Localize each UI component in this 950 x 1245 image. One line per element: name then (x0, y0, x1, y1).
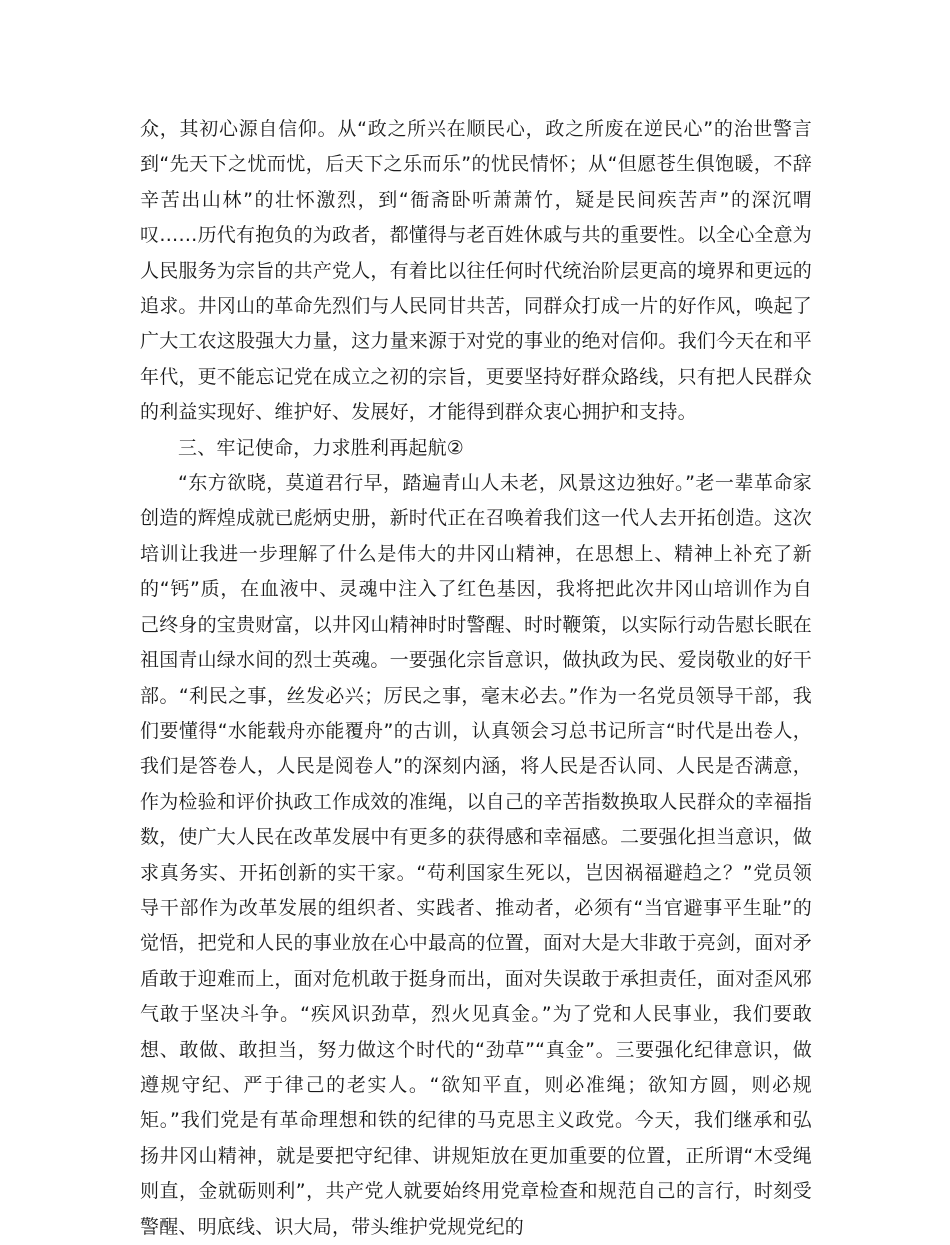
section-heading: 三、牢记使命，力求胜利再起航② (178, 436, 465, 459)
paragraph-body: “东方欲晓，莫道君行早，踏遍青山人未老，风景这边独好。”老一辈革命家创造的辉煌成就已彪炳史册，新时代正在召唤着我们这一代人去开拓创造。这次培训让我进一步理解了什么是伟大的井冈山精神，在思想上、精神上补充了新的“钙”质，在血液中、灵魂中注入了红色基因，我将把此次井冈山培训作为自己终身的宝贵财富，以井冈山精神时时警醒、时时鞭策，以实际行动告慰长眠在祖国青山绿水间的烈士英魂。一要强化宗旨意识，做执政为民、爱岗敬业的好干部。“利民之事，丝发必兴；厉民之事，毫末必去。”作为一名党员领导干部，我们要懂得“水能载舟亦能覆舟”的古训，认真领会习总书记所言“时代是出卷人，我们是答卷人，人民是阅卷人”的深刻内涵，将人民是否认同、人民是否满意，作为检验和评价执政工作成效的准绳，以自己的辛苦指数换取人民群众的幸福指数，使广大人民在改革发展中有更多的获得感和幸福感。二要强化担当意识，做求真务实、开拓创新的实干家。“苟利国家生死以，岂因祸福避趋之？”党员领导干部作为改革发展的组织者、实践者、推动者，必须有“当官避事平生耻”的觉悟，把党和人民的事业放在心中最高的位置，面对大是大非敢于亮剑，面对矛盾敢于迎难而上，面对危机敢于挺身而出，面对失误敢于承担责任，面对歪风邪气敢于坚决斗争。“疾风识劲草，烈火见真金。”为了党和人民事业，我们要敢想、敢做、敢担当，努力做这个时代的“劲草”“真金”。三要强化纪律意识，做遵规守纪、严于律己的老实人。“欲知平直，则必准绳；欲知方圆，则必规矩。”我们党是有革命理想和铁的纪律的马克思主义政党。今天，我们继承和弘扬井冈山精神，就是要把守纪律、讲规矩放在更加重要的位置，正所谓“木受绳则直，金就砺则利”，共产党人就要始终用党章检查和规范自己的言行，时刻受警醒、明底线、识大局，带头维护党规党纪的 (140, 472, 813, 1238)
paragraph-continuation: 众，其初心源自信仰。从“政之所兴在顺民心，政之所废在逆民心”的治世警言到“先天下之忧而忧，后天下之乐而乐”的忧民情怀；从“但愿苍生俱饱暖，不辞辛苦出山林”的壮怀激烈，到“衙斋卧听萧萧竹，疑是民间疾苦声”的深沉喟叹……历代有抱负的为政者，都懂得与老百姓休戚与共的重要性。以全心全意为人民服务为宗旨的共产党人，有着比以往任何时代统治阶层更高的境界和更远的追求。井冈山的革命先烈们与人民同甘共苦，同群众打成一片的好作风，唤起了广大工农这股强大力量，这力量来源于对党的事业的绝对信仰。我们今天在和平年代，更不能忘记党在成立之初的宗旨，更要坚持好群众路线，只有把人民群众的利益实现好、维护好、发展好，才能得到群众衷心拥护和支持。 (140, 118, 813, 424)
document-body (140, 112, 812, 1245)
